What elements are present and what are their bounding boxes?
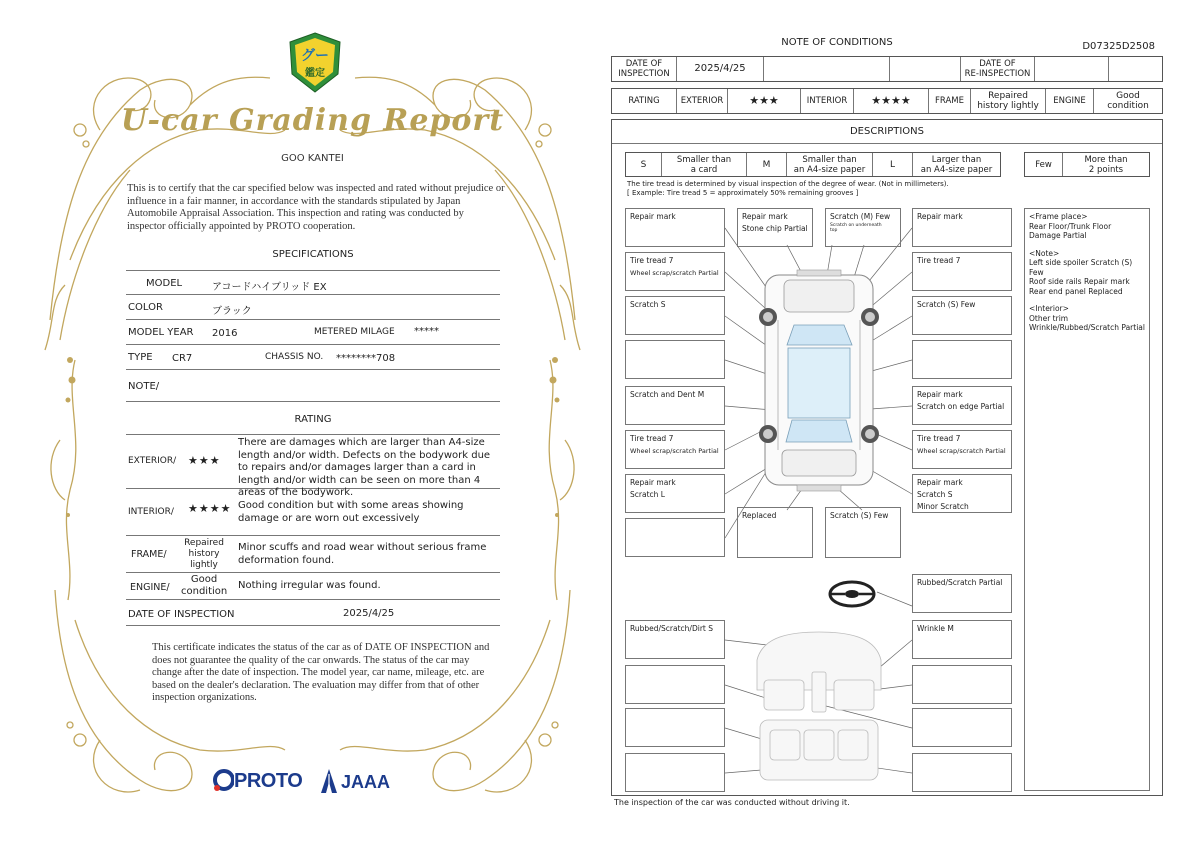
descriptions-box [611,119,1163,796]
box-right-7 [912,474,1012,513]
legend-few-desc-line1: More than [1084,154,1128,165]
rating-row-interior [126,489,500,536]
box-right-7-line1: Repair mark [917,478,963,487]
box-right-6 [912,430,1012,469]
milage-value: ***** [414,326,439,337]
legend-l: L [873,153,913,176]
note-section [1029,249,1145,297]
note-of-conditions [611,30,1163,820]
interior-heading: <Interior> [1029,304,1069,313]
date-reinspection-label [961,57,1035,81]
box-center-bottom-2 [825,507,901,558]
rating-row-exterior [126,434,500,498]
box-center-1-line2: Stone chip Partial [742,224,808,233]
date-reinspection-label-line2: RE-INSPECTION [964,69,1031,79]
box-interior-right-1 [912,620,1012,659]
box-interior-left-4 [625,753,725,792]
date-inspection-value: 2025/4/25 [677,57,764,81]
color-label: COLOR [128,302,163,313]
spec-row-model [126,270,500,295]
box-left-7-line2: Scratch L [630,490,665,499]
legend-few: Few [1025,153,1063,176]
proto-logo-text: PROTO [234,770,303,792]
exterior-label: EXTERIOR/ [128,456,177,466]
legend-m: M [747,153,787,176]
box-interior-right-2 [912,665,1012,704]
car-interior-view-icon [757,632,881,780]
box-right-6-line1: Tire tread 7 [917,434,961,443]
certification-statement: This is to certify that the car specified below was inspected and rated without prejudice or influence in a fair manner, in accordance with the standards stipulated by Japan Automobile Appraisal Association. This inspection and rating was conducted by inspector officially appointed by PROTO cooperation. [127,183,505,232]
report-title: U-car Grading Report [120,103,505,138]
svg-text:グー: グー [301,48,329,64]
box-right-3-line1: Scratch (S) Few [917,300,976,309]
box-center-bottom-2-line1: Scratch (S) Few [830,511,889,520]
engine-value-line1: Good [1116,91,1140,101]
frame-value [181,538,227,571]
ornamental-border [40,20,585,830]
date-reinspection-value [1035,57,1109,81]
legend-l-desc-line1: Larger than [931,154,982,165]
legend-m-desc-line1: Smaller than [802,154,857,165]
spec-row-type [126,345,500,370]
type-label: TYPE [128,352,153,363]
engine-value [1094,89,1162,113]
legend-s: S [626,153,662,176]
box-left-3-line1: Scratch S [630,300,666,309]
grading-certificate [40,20,585,830]
box-center-bottom-1 [737,507,813,558]
box-right-8-line1: Rubbed/Scratch Partial [917,578,1003,587]
box-interior-left-1-line1: Rubbed/Scratch/Dirt S [630,624,713,633]
document-id: D07325D2508 [1082,41,1155,52]
legend-m-desc-line2: an A4-size paper [793,164,866,175]
frame-place-section [1029,212,1145,241]
box-right-8 [912,574,1012,613]
spec-row-model-year [126,320,500,345]
proto-logo-icon [212,768,234,794]
goo-kantei-badge-icon [288,32,342,94]
rating-row-frame [126,536,500,573]
rating-heading: RATING [294,414,332,425]
specifications-heading: SPECIFICATIONS [272,249,354,260]
box-right-5-line1: Repair mark [917,390,963,399]
box-right-7-line3: Minor Scratch [917,502,969,511]
rating-table [611,88,1163,114]
box-center-2-line2: Scratch on underneath [830,223,882,228]
note-value-2: Roof side rails Repair mark [1029,277,1130,286]
box-right-2-line1: Tire tread 7 [917,256,961,265]
spec-row-note [126,370,500,402]
logos [212,768,412,798]
box-right-2 [912,252,1012,291]
interior-section [1029,304,1145,333]
engine-value-line1: Good [190,574,218,585]
frame-label: FRAME/ [131,549,167,560]
interior-value-2: Wrinkle/Rubbed/Scratch Partial [1029,323,1145,332]
box-left-2 [625,252,725,291]
engine-value-line2: condition [1107,101,1149,111]
model-label: MODEL [146,278,183,289]
date-of-inspection-value: 2025/4/25 [343,608,395,619]
interior-stars: ★★★★ [854,89,929,113]
svg-text:鑑定: 鑑定 [305,68,325,79]
tire-tread-note-line2: [ Example: Tire tread 5 = approximately 50% remaining grooves ] [627,189,859,197]
exterior-stars: ★★★ [728,89,801,113]
remarks-panel [1024,208,1150,791]
legend-s-desc-line1: Smaller than [676,154,732,165]
exterior-description: There are damages which are larger than A4-size length and/or width. Defects on the bodywork due to repairs and/or damages larger than a card in length and/or width can be seen on more than 4 areas of the bodywork. [238,437,491,498]
rating-row-engine [126,573,500,600]
frame-value [971,89,1046,113]
box-right-1 [912,208,1012,247]
date-inspection-blank [764,57,890,81]
milage-label: METERED MILAGE [314,327,395,337]
box-left-3 [625,296,725,335]
box-interior-right-3 [912,708,1012,747]
model-year-label: MODEL YEAR [128,327,194,338]
note-value-1: Left side spoiler Scratch (S) Few [1029,258,1133,277]
legend-s-desc-line2: a card [690,164,718,175]
date-inspection-label-line1: DATE OF [625,59,663,69]
car-top-view-icon [759,270,879,491]
chassis-value: ********708 [336,353,396,364]
steering-wheel-icon [830,582,874,606]
organization-name: GOO KANTEI [281,153,344,164]
box-center-bottom-1-line1: Replaced [742,511,777,520]
note-label: NOTE/ [128,381,160,392]
frame-value-line2: history lightly [977,101,1039,111]
engine-description: Nothing irregular was found. [238,580,381,591]
box-left-6-line1: Tire tread 7 [630,434,674,443]
frame-value-line2: history [188,549,220,559]
certificate-footnote: This certificate indicates the status of the car as of DATE OF INSPECTION and does not guarantee the quality of the car onwards. The status of the car may change after the date of inspection. The model year, car name, mileage, etc. are based on the dealer's declaration. The evaluation may differ from that of other inspection organizations. [152,642,490,703]
tire-tread-note-line1: The tire tread is determined by visual inspection of the degree of wear. (Not in millimeters). [627,180,949,188]
box-left-8 [625,518,725,557]
note-title: NOTE OF CONDITIONS [781,37,893,48]
descriptions-heading: DESCRIPTIONS [612,120,1162,144]
date-of-inspection-label: DATE OF INSPECTION [128,609,235,620]
box-center-2 [825,208,901,247]
color-value: ブラック [212,306,252,317]
interior-description: Good condition but with some areas showing damage or are worn out excessively [238,500,464,524]
legend-l-desc-line2: an A4-size paper [920,164,993,175]
frame-description: Minor scuffs and road wear without serious frame deformation found. [238,542,487,566]
rating-row-date [126,600,500,626]
interior-label: INTERIOR/ [128,507,174,517]
date-inspection-label-line2: INSPECTION [618,69,670,79]
jaaa-logo-text: JAAA [341,772,391,792]
box-left-6 [625,430,725,469]
note-value-3: Rear end panel Replaced [1029,286,1123,296]
box-right-6-line2: Wheel scrap/scratch Partial [917,447,1006,455]
box-interior-left-2 [625,665,725,704]
engine-value [181,574,227,598]
rating-label: RATING [612,89,677,113]
inspection-footer-note: The inspection of the car was conducted without driving it. [614,798,850,807]
box-center-2-line3: top [830,228,838,233]
box-left-2-line1: Tire tread 7 [630,256,674,265]
box-left-7-line1: Repair mark [630,478,676,487]
box-left-5 [625,386,725,425]
date-inspection-blank-2 [890,57,961,81]
date-inspection-label [612,57,677,81]
box-center-1-line1: Repair mark [742,212,788,221]
engine-label: ENGINE/ [130,582,170,593]
box-left-1 [625,208,725,247]
model-year-value: 2016 [212,328,238,339]
box-right-3 [912,296,1012,335]
box-interior-right-4 [912,753,1012,792]
box-interior-left-1 [625,620,725,659]
box-center-2-line1: Scratch (M) Few [830,212,891,221]
box-right-4 [912,340,1012,379]
chassis-label: CHASSIS NO. [265,352,324,362]
engine-value-line2: condition [181,586,228,597]
box-right-1-line1: Repair mark [917,212,963,221]
exterior-stars: ★★★ [188,454,221,467]
date-table [611,56,1163,82]
date-reinspection-blank [1109,57,1162,81]
box-left-4 [625,340,725,379]
frame-label: FRAME [929,89,971,113]
note-heading: <Note> [1029,248,1060,258]
date-reinspection-label-line1: DATE OF [979,59,1016,69]
box-center-1 [737,208,813,247]
box-left-1-line1: Repair mark [630,212,676,221]
exterior-label: EXTERIOR [677,89,728,113]
engine-label: ENGINE [1046,89,1094,113]
frame-place-value: Rear Floor/Trunk Floor Damage Partial [1029,221,1112,240]
frame-value-line3: lightly [190,560,218,570]
interior-value-1: Other trim [1029,313,1069,323]
box-right-5-line2: Scratch on edge Partial [917,402,1005,411]
box-right-5 [912,386,1012,425]
frame-place-heading: <Frame place> [1029,212,1088,221]
box-interior-right-1-line1: Wrinkle M [917,624,954,633]
legend-few-desc-line2: 2 points [1088,164,1124,175]
interior-stars: ★★★★ [188,502,232,515]
frame-value-line1: Repaired [184,538,224,548]
box-left-5-line1: Scratch and Dent M [630,390,705,399]
jaaa-logo-icon [318,768,340,794]
type-value: CR7 [172,353,193,364]
box-right-7-line2: Scratch S [917,490,953,499]
box-left-7 [625,474,725,513]
box-left-6-line2: Wheel scrap/scratch Partial [630,447,719,455]
model-value: アコードハイブリッド EX [212,282,327,293]
frame-value-line1: Repaired [988,91,1028,101]
interior-label: INTERIOR [801,89,854,113]
box-interior-left-3 [625,708,725,747]
box-left-2-line2: Wheel scrap/scratch Partial [630,269,719,277]
spec-row-color [126,295,500,320]
